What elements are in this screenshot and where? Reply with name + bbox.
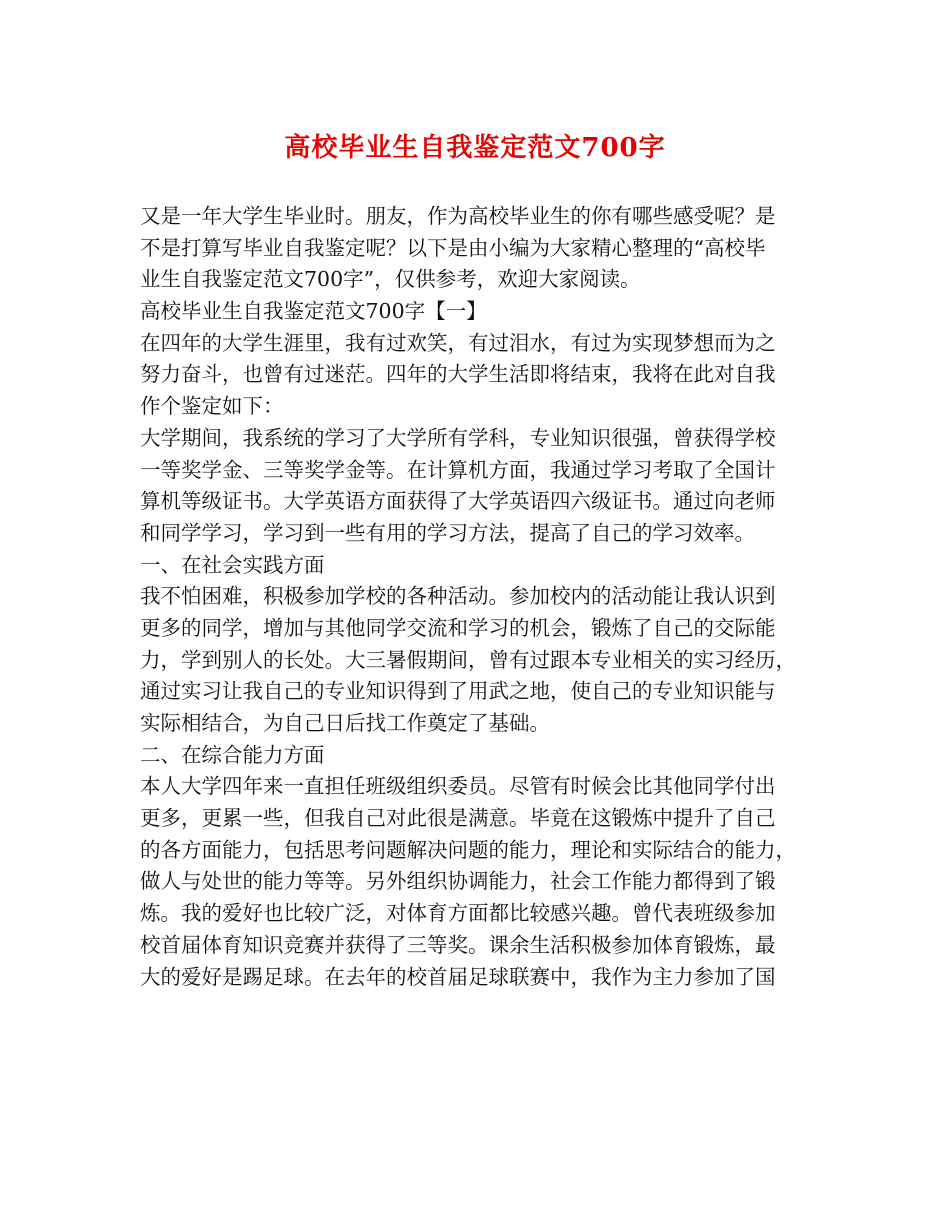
section-heading: 二、在综合能力方面	[140, 742, 325, 767]
body-line: 又是一年大学生毕业时。朋友，作为高校毕业生的你有哪些感受呢？是	[140, 204, 776, 228]
body-line: 本人大学四年来一直担任班级组织委员。尽管有时候会比其他同学付出	[140, 774, 776, 799]
body-line: 的各方面能力，包括思考问题解决问题的能力，理论和实际结合的能力，	[140, 837, 796, 862]
body-line: 努力奋斗，也曾有过迷茫。四年的大学生活即将结束，我将在此对自我	[140, 362, 776, 387]
body-line: 一等奖学金、三等奖学金等。在计算机方面，我通过学习考取了全国计	[140, 457, 776, 482]
document-title: 高校毕业生自我鉴定范文700字	[284, 133, 666, 163]
body-line: 实际相结合，为自己日后找工作奠定了基础。	[140, 711, 550, 735]
body-line: 我不怕困难，积极参加学校的各种活动。参加校内的活动能让我认识到	[140, 584, 776, 609]
body-line: 算机等级证书。大学英语方面获得了大学英语四六级证书。通过向老师	[140, 489, 776, 514]
body-line: 作个鉴定如下：	[140, 394, 284, 419]
body-line: 不是打算写毕业自我鉴定呢？以下是由小编为大家精心整理的“高校毕	[140, 235, 766, 260]
body-line: 通过实习让我自己的专业知识得到了用武之地，使自己的专业知识能与	[140, 679, 776, 704]
section-heading: 一、在社会实践方面	[140, 552, 325, 577]
document-body	[140, 201, 820, 993]
body-line: 做人与处世的能力等等。另外组织协调能力，社会工作能力都得到了锻	[140, 869, 776, 894]
section-heading: 高校毕业生自我鉴定范文700字【一】	[140, 299, 487, 324]
body-line: 大的爱好是踢足球。在去年的校首届足球联赛中，我作为主力参加了国	[140, 964, 776, 989]
body-line: 和同学学习，学习到一些有用的学习方法，提高了自己的学习效率。	[140, 520, 755, 545]
body-line: 力，学到别人的长处。大三暑假期间，曾有过跟本专业相关的实习经历，	[140, 647, 796, 672]
body-line: 业生自我鉴定范文700字”，仅供参考，欢迎大家阅读。	[140, 267, 641, 292]
body-line: 校首届体育知识竞赛并获得了三等奖。课余生活积极参加体育锻炼，最	[140, 932, 776, 957]
body-line: 在四年的大学生涯里，我有过欢笑，有过泪水，有过为实现梦想而为之	[140, 330, 776, 355]
body-line: 炼。我的爱好也比较广泛，对体育方面都比较感兴趣。曾代表班级参加	[140, 901, 776, 926]
body-line: 更多的同学，增加与其他同学交流和学习的机会，锻炼了自己的交际能	[140, 615, 776, 640]
body-line: 大学期间，我系统的学习了大学所有学科，专业知识很强，曾获得学校	[140, 425, 776, 450]
body-line: 更多，更累一些，但我自己对此很是满意。毕竟在这锻炼中提升了自己	[140, 806, 776, 831]
